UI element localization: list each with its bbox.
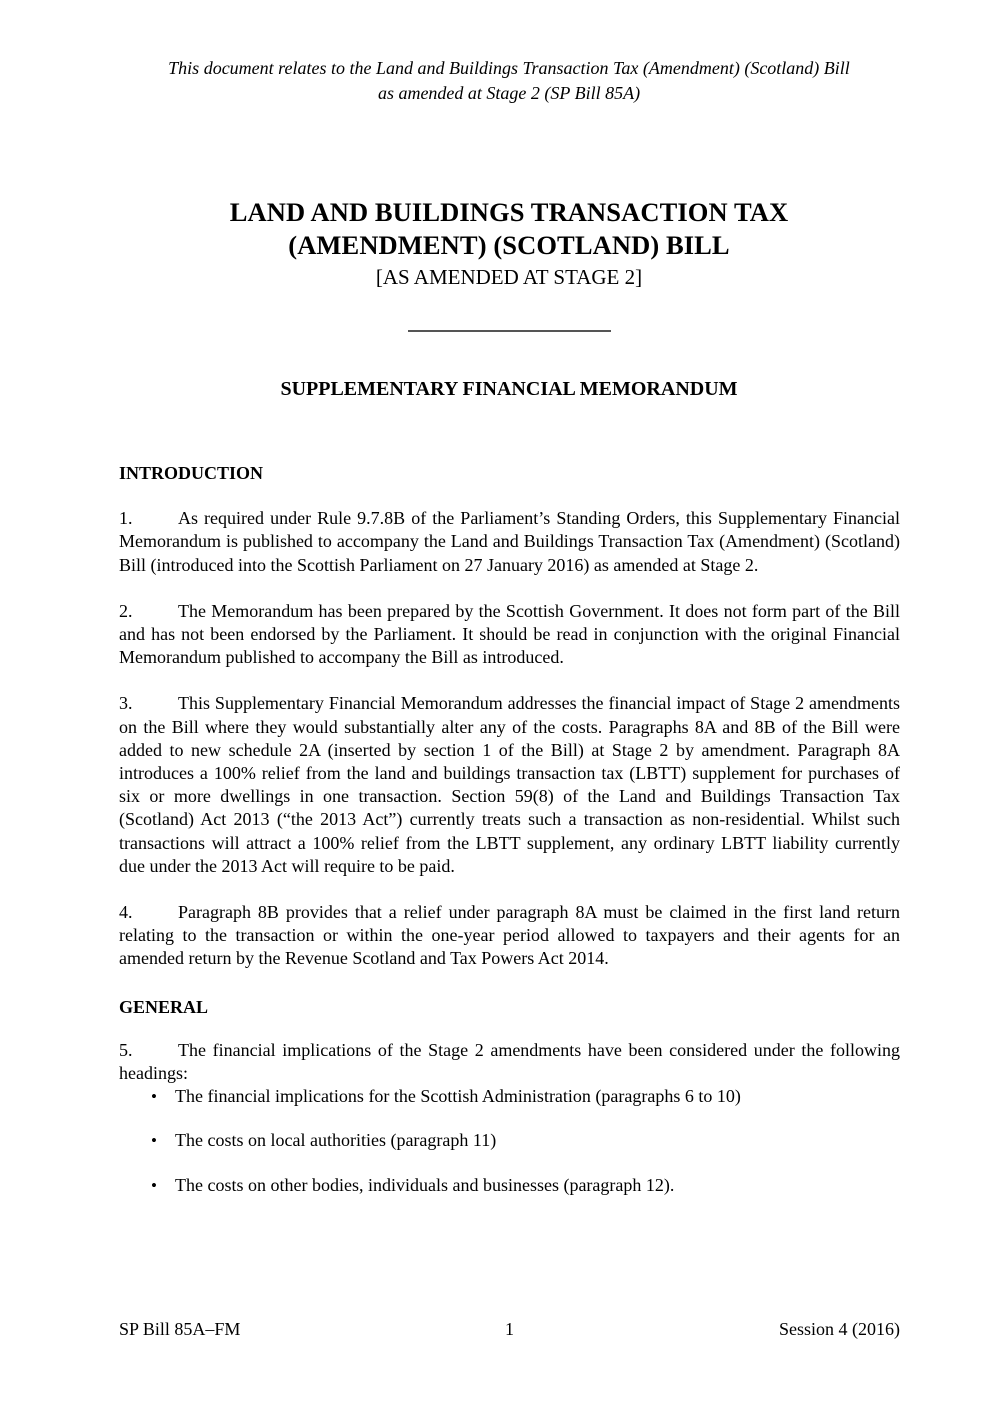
list-item-label: The costs on other bodies, individuals and businesses (paragraph 12). [175, 1174, 675, 1195]
paragraph-1-text: As required under Rule 9.7.8B of the Parliament’s Standing Orders, this Supplementary Financial Memorandum is published to accompany the Land and Buildings Transaction Tax (Amendment) (Scotland) Bill (introduced into the Scottish Parliament on 27 January 2016) as amended at Stage 2. [119, 508, 900, 575]
bullet-icon: • [151, 1175, 157, 1195]
running-header-line-1: This document relates to the Land and Buildings Transaction Tax (Amendment) (Scotland) Bill [168, 58, 850, 78]
paragraph-1-number: 1. [119, 508, 133, 529]
heading-introduction: INTRODUCTION [119, 463, 264, 483]
list-item-label: The costs on local authorities (paragraph 11) [175, 1130, 497, 1151]
footer-session: Session 4 (2016) [779, 1319, 900, 1339]
paragraph-3 [119, 692, 900, 878]
bullet-icon: • [151, 1087, 157, 1107]
paragraph-5-number: 5. [119, 1039, 133, 1060]
footer-bill-reference: SP Bill 85A–FM [119, 1319, 241, 1339]
bill-title-line-1: LAND AND BUILDINGS TRANSACTION TAX [229, 197, 789, 227]
paragraph-4-text: Paragraph 8B provides that a relief under paragraph 8A must be claimed in the first land return relating to the transaction or within the one-year period allowed to taxpayers and their agents for an amended return by the Revenue Scotland and Tax Powers Act 2014. [119, 902, 900, 969]
headings-bullet-list [119, 1085, 900, 1197]
horizontal-rule [408, 330, 611, 332]
title-block [119, 196, 899, 291]
paragraph-5 [119, 1039, 900, 1085]
paragraph-5-text: The financial implications of the Stage 2 amendments have been considered under the following headings: [119, 1039, 900, 1084]
list-item-label: The financial implications for the Scottish Administration (paragraphs 6 to 10) [175, 1086, 741, 1107]
paragraph-2-number: 2. [119, 600, 133, 621]
paragraph-2-text: The Memorandum has been prepared by the Scottish Government. It does not form part of the Bill and has not been endorsed by the Parliament. It should be read in conjunction with the original Financial Memorandum published to accompany the Bill as introduced. [119, 600, 900, 668]
running-header [119, 56, 899, 106]
document-body [119, 462, 900, 1197]
running-header-line-2: as amended at Stage 2 (SP Bill 85A) [377, 83, 641, 103]
paragraph-1 [119, 507, 900, 577]
heading-general: GENERAL [119, 996, 209, 1017]
paragraph-3-number: 3. [119, 693, 133, 714]
bill-subtitle: [AS AMENDED AT STAGE 2] [375, 265, 643, 289]
paragraph-2 [119, 600, 900, 670]
paragraph-4-number: 4. [119, 902, 133, 923]
footer-page-number: 1 [505, 1319, 514, 1339]
bullet-icon: • [151, 1131, 157, 1151]
memorandum-title: SUPPLEMENTARY FINANCIAL MEMORANDUM [280, 378, 738, 400]
list-item [119, 1085, 900, 1108]
list-item [119, 1174, 900, 1197]
paragraph-4 [119, 901, 900, 971]
bill-title-line-2: (AMENDMENT) (SCOTLAND) BILL [288, 230, 730, 260]
paragraph-3-text: This Supplementary Financial Memorandum addresses the financial impact of Stage 2 amendments on the Bill where they would substantially alter any of the costs. Paragraphs 8A and 8B of the Bill were added to new schedule 2A (inserted by section 1 of the Bill) at Stage 2 by amendment. Paragraph 8A introduces a 100% relief from the land and buildings transaction tax (LBTT) supplement for purchases of six or more dwellings in one transaction. Section 59(8) of the Land and Buildings Transaction Tax (Scotland) Act 2013 (“the 2013 Act”) currently treats such a transaction as non-residential. Whilst such transactions will attract a 100% relief from the LBTT supplement, any ordinary LBTT liability currently due under the 2013 Act will require to be paid. [119, 693, 900, 876]
divider [119, 330, 899, 332]
list-item [119, 1129, 900, 1152]
